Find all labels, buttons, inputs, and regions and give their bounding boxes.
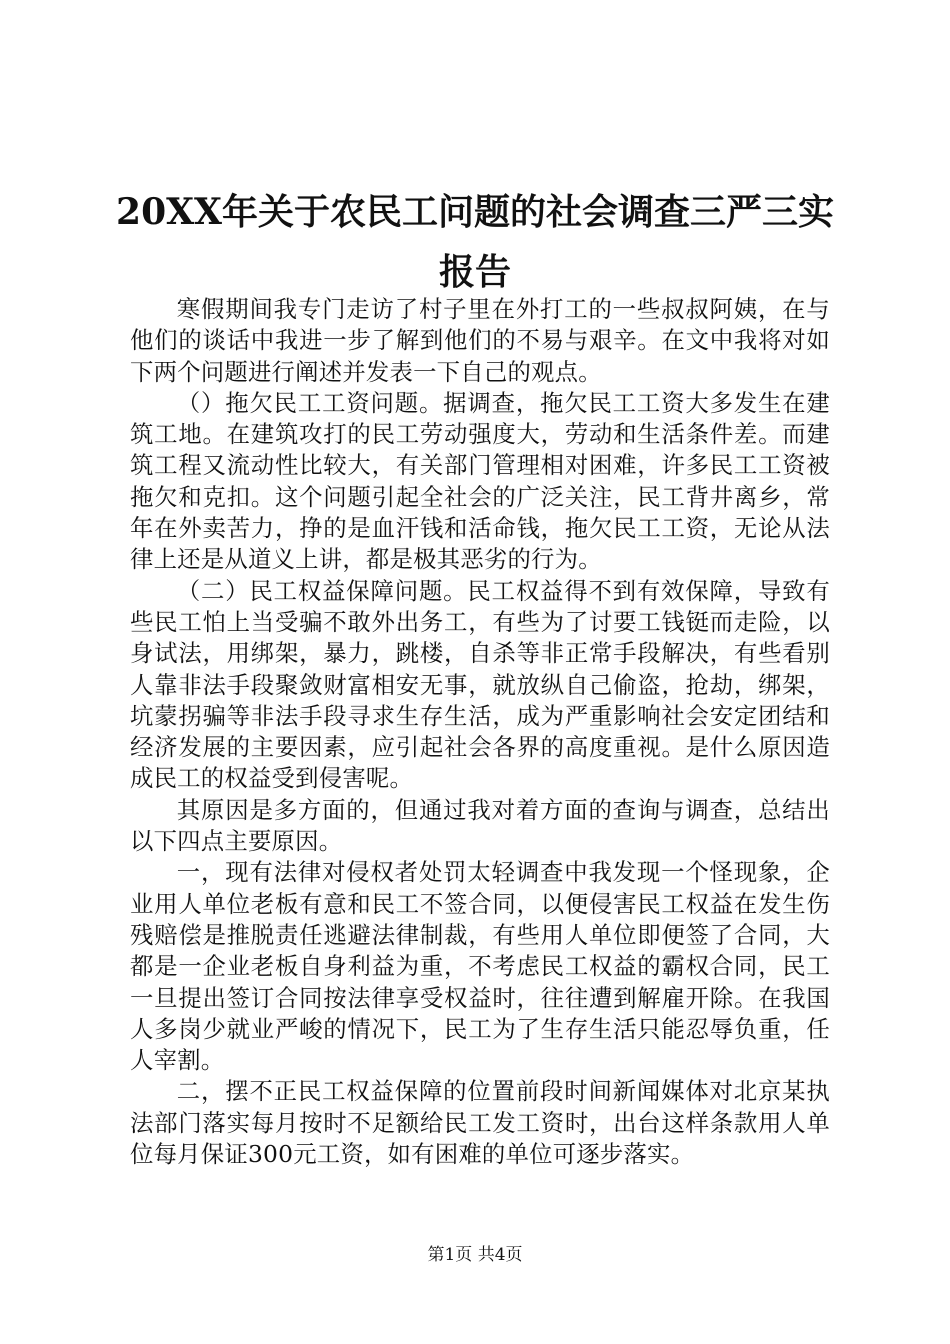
- document-body: [130, 294, 830, 1170]
- paragraph-cause-two: 二，摆不正民工权益保障的位置前段时间新闻媒体对北京某执法部门落实每月按时不足额给民工发工资时，出台这样条款用人单位每月保证300元工资，如有困难的单位可逐步落实。: [130, 1077, 830, 1169]
- paragraph-wage-arrears: （）拖欠民工工资问题。据调查，拖欠民工工资大多发生在建筑工地。在建筑攻打的民工劳动强度大，劳动和生活条件差。而建筑工程又流动性比较大，有关部门管理相对困难，许多民工工资被拖欠和克扣。这个问题引起全社会的广泛关注，民工背井离乡，常年在外卖苦力，挣的是血汗钱和活命钱，拖欠民工工资，无论从法律上还是从道义上讲，都是极其恶劣的行为。: [130, 388, 830, 574]
- paragraph-cause-one: 一，现有法律对侵权者处罚太轻调查中我发现一个怪现象，企业用人单位老板有意和民工不签合同，以便侵害民工权益在发生伤残赔偿是推脱责任逃避法律制裁，有些用人单位即便签了合同，大都是一企业老板自身利益为重，不考虑民工权益的霸权合同，民工一旦提出签订合同按法律享受权益时，往往遭到解雇开除。在我国人多岗少就业严峻的情况下，民工为了生存生活只能忍辱负重，任人宰割。: [130, 858, 830, 1075]
- document-title-line1: 20XX年关于农民工问题的社会调查三严三实: [116, 191, 834, 233]
- paragraph-causes-intro: 其原因是多方面的，但通过我对着方面的查询与调查，总结出以下四点主要原因。: [130, 795, 830, 856]
- page-footer: 第1页 共4页: [427, 1245, 523, 1265]
- paragraph-rights-protection: （二）民工权益保障问题。民工权益得不到有效保障，导致有些民工怕上当受骗不敢外出务工，有些为了讨要工钱铤而走险，以身试法，用绑架，暴力，跳楼，自杀等非正常手段解决，有些看别人靠非法手段聚敛财富相安无事，就放纵自己偷盗，抢劫，绑架，坑蒙拐骗等非法手段寻求生存生活，成为严重影响社会安定团结和经济发展的主要因素，应引起社会各界的高度重视。是什么原因造成民工的权益受到侵害呢。: [130, 576, 830, 793]
- paragraph-intro: 寒假期间我专门走访了村子里在外打工的一些叔叔阿姨，在与他们的谈话中我进一步了解到他们的不易与艰辛。在文中我将对如下两个问题进行阐述并发表一下自己的观点。: [130, 295, 830, 386]
- document-title-line2: 报告: [438, 251, 511, 293]
